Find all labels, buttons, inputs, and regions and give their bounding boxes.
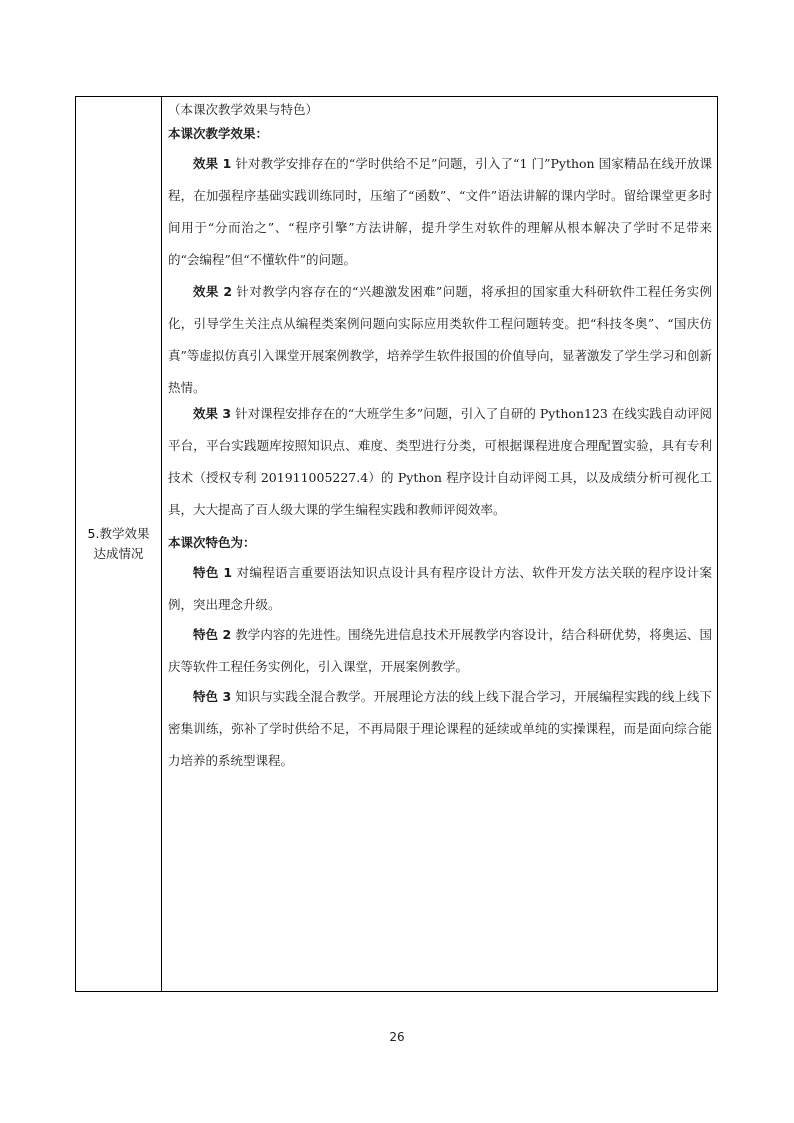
feature-label-1: 特色 1 (193, 565, 233, 580)
effect-paragraph-3 (168, 398, 712, 526)
evaluation-table (75, 96, 718, 992)
feature-text-1: 对编程语言重要语法知识点设计具有程序设计方法、软件开发方法关联的程序设计案例，突出理念升级。 (168, 565, 712, 612)
effect-text-2: 针对教学内容存在的“兴趣激发困难”问题，将承担的国家重大科研软件工程任务实例化，引导学生关注点从编程类案例问题向实际应用类软件工程问题转变。把“科技冬奥”、“国庆仿真”等虚拟仿真引入课堂开展案例教学，培养学生软件报国的价值导向，显著激发了学生学习和创新热情。 (168, 284, 712, 395)
effect-paragraph-2 (168, 276, 712, 404)
page-number: 26 (389, 1030, 405, 1044)
feature-label-3: 特色 3 (193, 689, 232, 704)
effect-text-1: 针对教学安排存在的“学时供给不足”问题，引入了“1 门”Python 国家精品在线开放课程，在加强程序基础实践训练同时，压缩了“函数”、“文件”语法讲解的课内学时。留给课堂更多时间用于“分而治之”、“程序引擎”方法讲解，提升学生对软件的理解从根本解决了学时不足带来的“会编程”但“不懂软件”的问题。 (168, 156, 712, 267)
feature-text-2: 教学内容的先进性。围绕先进信息技术开展教学内容设计，结合科研优势，将奥运、国庆等软件工程任务实例化，引入课堂，开展案例教学。 (168, 627, 712, 674)
effects-heading: 本课次教学效果： (168, 126, 269, 141)
feature-label-2: 特色 2 (193, 627, 232, 642)
feature-paragraph-3 (168, 681, 712, 777)
effect-text-3: 针对课程安排存在的“大班学生多”问题，引入了自研的 Python123 在线实践自动评阅平台，平台实践题库按照知识点、难度、类型进行分类，可根据课程进度合理配置实验，具有专利技术（授权专利 201911005227.4）的 Python 程序设计自动评阅工具，以及成绩分析可视化工具，大大提高了百人级大课的学生编程实践和教师评阅效率。 (168, 406, 712, 517)
effect-label-2: 效果 2 (193, 284, 233, 299)
feature-text-3: 知识与实践全混合教学。开展理论方法的线上线下混合学习，开展编程实践的线上线下密集训练，弥补了学时供给不足，不再局限于理论课程的延续或单纯的实操课程，而是面向综合能力培养的系统型课程。 (168, 689, 712, 768)
row-label-cell (76, 97, 161, 991)
column-divider (161, 97, 162, 991)
effect-paragraph-1 (168, 148, 712, 276)
features-heading: 本课次特色为： (168, 535, 256, 550)
feature-paragraph-1 (168, 557, 712, 621)
effect-label-3: 效果 3 (193, 406, 232, 421)
effect-label-1: 效果 1 (193, 156, 232, 171)
section-note: （本课次教学效果与特色） (168, 102, 319, 117)
row-label-line-1: 5.教学效果 (87, 526, 150, 541)
feature-paragraph-2 (168, 619, 712, 683)
row-label-line-2: 达成情况 (93, 546, 144, 561)
